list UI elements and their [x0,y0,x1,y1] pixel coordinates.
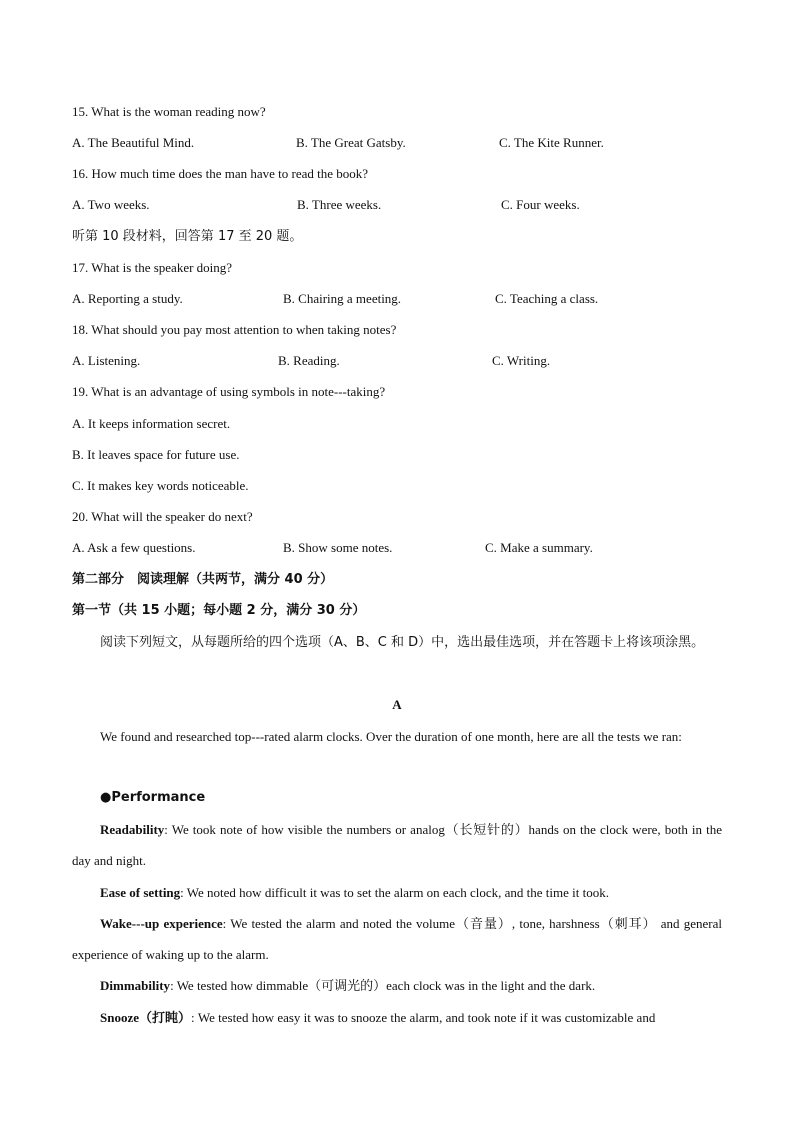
question-19-option-c: C. It makes key words noticeable. [72,478,249,493]
option-a: A. Two weeks. [72,197,150,212]
passage-letter: A [392,697,402,712]
option-b: B. The Great Gatsby. [296,135,406,150]
passage-intro: We found and researched top---rated alarm clocks. Over the duration of one month, here are all the tests we ran: [100,729,682,744]
item-ease-of-setting [72,877,722,908]
option-a: A. The Beautiful Mind. [72,135,195,150]
item-readability [72,814,722,876]
item-term: Ease of setting [100,885,181,900]
question-18-stem: 18. What should you pay most attention to when taking notes? [72,322,397,337]
question-16-stem: 16. How much time does the man have to read the book? [72,166,369,181]
question-20-stem: 20. What will the speaker do next? [72,509,253,524]
option-c: C. Writing. [492,353,551,368]
performance-heading: ●Performance [100,790,206,805]
item-snooze [72,1002,722,1033]
item-term: Wake---up experience [100,916,223,931]
option-b: B. Three weeks. [297,197,382,212]
item-text: : We took note of how visible the numbers or analog（长短针的）hands on the clock were, both in the day and night. [72,822,722,868]
option-a: A. Listening. [72,353,141,368]
item-term: Readability [100,822,165,837]
item-term: Snooze（打盹） [100,1010,192,1025]
option-a: A. Ask a few questions. [72,540,196,555]
item-wake-up [72,908,722,970]
listening-instruction: 听第 10 段材料，回答第 17 至 20 题。 [72,229,303,244]
item-text: : We tested how easy it was to snooze the alarm, and took note if it was customizable and [191,1010,656,1025]
section1-heading: 第一节（共 15 小题；每小题 2 分，满分 30 分） [72,603,366,618]
option-c: C. Teaching a class. [495,291,599,306]
question-19-option-b: B. It leaves space for future use. [72,447,240,462]
question-15-stem: 15. What is the woman reading now? [72,104,266,119]
question-19-option-a: A. It keeps information secret. [72,416,231,431]
item-text: : We tested how dimmable（可调光的）each clock was in the light and the dark. [170,978,596,993]
item-dimmability [72,970,722,1001]
option-b: B. Reading. [278,353,340,368]
option-a: A. Reporting a study. [72,291,183,306]
item-text: : We tested the alarm and noted the volume（音量）, tone, harshness（刺耳） and general experience of waking up to the alarm. [72,916,722,962]
option-b: B. Show some notes. [283,540,393,555]
option-b: B. Chairing a meeting. [283,291,402,306]
option-c: C. The Kite Runner. [499,135,604,150]
item-term: Dimmability [100,978,171,993]
option-c: C. Make a summary. [485,540,593,555]
option-c: C. Four weeks. [501,197,580,212]
reading-instruction: 阅读下列短文，从每题所给的四个选项（A、B、C 和 D）中，选出最佳选项，并在答题卡上将该项涂黑。 [100,635,705,650]
item-text: : We noted how difficult it was to set the alarm on each clock, and the time it took. [180,885,609,900]
question-17-stem: 17. What is the speaker doing? [72,260,233,275]
part2-heading: 第二部分 阅读理解（共两节，满分 40 分） [72,572,334,587]
question-19-stem: 19. What is an advantage of using symbols in note---taking? [72,384,386,399]
